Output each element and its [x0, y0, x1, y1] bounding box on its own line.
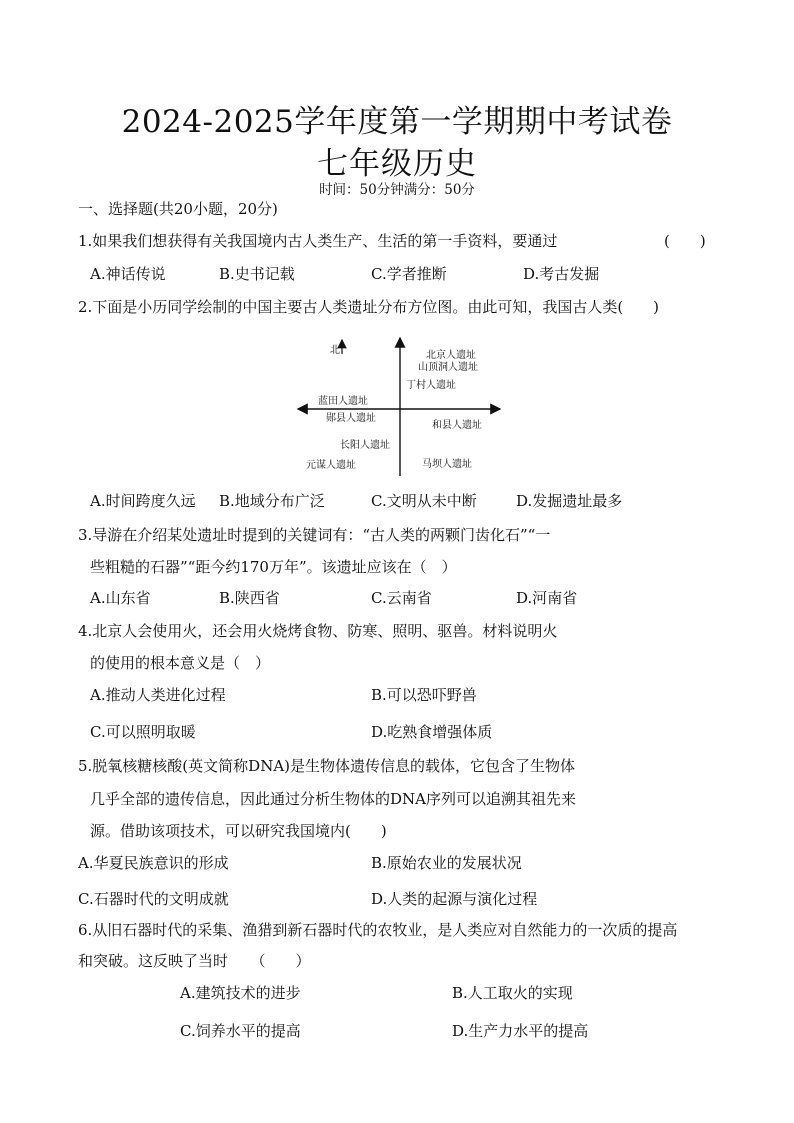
question-6-stem-line-1: 6.从旧石器时代的采集、渔猎到新石器时代的农牧业，是人类应对自然能力的一次质的提高: [78, 921, 678, 939]
question-1-option-b[interactable]: B.史书记载: [219, 265, 295, 283]
section-title: 一、选择题(共20小题，20分): [78, 200, 278, 218]
exam-subject: 七年级历史: [317, 146, 477, 182]
question-1-option-d[interactable]: D.考古发掘: [523, 265, 600, 283]
site-shandingdong: 山顶洞人遗址: [418, 362, 478, 373]
question-4-option-b[interactable]: B.可以恐吓野兽: [371, 686, 477, 704]
question-4-stem-line-1: 4.北京人会使用火，还会用火烧烤食物、防寒、照明、驱兽。材料说明火: [78, 622, 558, 640]
question-6-option-a[interactable]: A.建筑技术的进步: [180, 984, 301, 1002]
question-4-option-c[interactable]: C.可以照明取暖: [90, 723, 196, 741]
question-6-option-b[interactable]: B.人工取火的实现: [452, 984, 573, 1002]
question-3-option-d[interactable]: D.河南省: [516, 589, 578, 607]
site-lantian: 蓝田人遗址: [318, 396, 368, 407]
question-5-stem-line-1: 5.脱氧核糖核酸(英文简称DNA)是生物体遗传信息的载体，它包含了生物体: [78, 757, 576, 775]
site-yunxian: 郧县人遗址: [326, 413, 376, 424]
question-3-stem-line-1: 3.导游在介绍某处遗址时提到的关键词有：“古人类的两颗门齿化石”“一: [78, 526, 551, 544]
question-1-option-a[interactable]: A.神话传说: [90, 265, 166, 283]
question-5-option-c[interactable]: C.石器时代的文明成就: [78, 890, 229, 908]
question-3-option-c[interactable]: C.云南省: [371, 589, 432, 607]
question-6-option-d[interactable]: D.生产力水平的提高: [452, 1022, 589, 1040]
question-3-stem-line-2: 些粗糙的石器”“距今约170万年”。该遗址应该在（ ）: [90, 558, 457, 576]
question-5-option-b[interactable]: B.原始农业的发展状况: [371, 854, 522, 872]
question-5-stem-line-3: 源。借助该项技术，可以研究我国境内( ): [90, 822, 387, 840]
site-dingcun: 丁村人遗址: [406, 380, 456, 391]
site-yuanmou: 元谋人遗址: [306, 460, 356, 471]
question-2-option-a[interactable]: A.时间跨度久远: [90, 492, 196, 510]
question-6-option-c[interactable]: C.饲养水平的提高: [180, 1022, 301, 1040]
question-5-option-d[interactable]: D.人类的起源与演化过程: [371, 890, 538, 908]
site-location-diagram: [290, 332, 510, 482]
question-4-option-a[interactable]: A.推动人类进化过程: [90, 686, 226, 704]
site-maba: 马坝人遗址: [422, 459, 472, 470]
site-changyang: 长阳人遗址: [340, 440, 390, 451]
question-4-stem-line-2: 的使用的根本意义是（ ）: [90, 654, 271, 672]
question-6-stem-line-2: 和突破。这反映了当时 （ ）: [78, 952, 311, 970]
question-2-option-d[interactable]: D.发掘遗址最多: [516, 492, 623, 510]
question-4-option-d[interactable]: D.吃熟食增强体质: [371, 723, 493, 741]
question-3-option-b[interactable]: B.陕西省: [219, 589, 280, 607]
site-beijing: 北京人遗址: [426, 350, 476, 361]
exam-title: 2024-2025学年度第一学期期中考试卷: [121, 104, 673, 140]
site-hexian: 和县人遗址: [432, 420, 482, 431]
time-info: 时间：50分钟满分：50分: [319, 182, 475, 198]
question-3-option-a[interactable]: A.山东省: [90, 589, 151, 607]
question-1-bracket: ( ): [664, 232, 706, 250]
north-label: 北: [330, 345, 340, 356]
question-1-stem: 1.如果我们想获得有关我国境内古人类生产、生活的第一手资料，要通过: [78, 232, 558, 250]
question-2-stem: 2.下面是小历同学绘制的中国主要古人类遗址分布方位图。由此可知，我国古人类( ): [78, 298, 660, 316]
question-1-option-c[interactable]: C.学者推断: [371, 265, 447, 283]
question-5-stem-line-2: 几乎全部的遗传信息，因此通过分析生物体的DNA序列可以追溯其祖先来: [90, 790, 576, 808]
question-2-option-c[interactable]: C.文明从未中断: [371, 492, 477, 510]
question-5-option-a[interactable]: A.华夏民族意识的形成: [78, 854, 229, 872]
question-2-option-b[interactable]: B.地域分布广泛: [219, 492, 325, 510]
